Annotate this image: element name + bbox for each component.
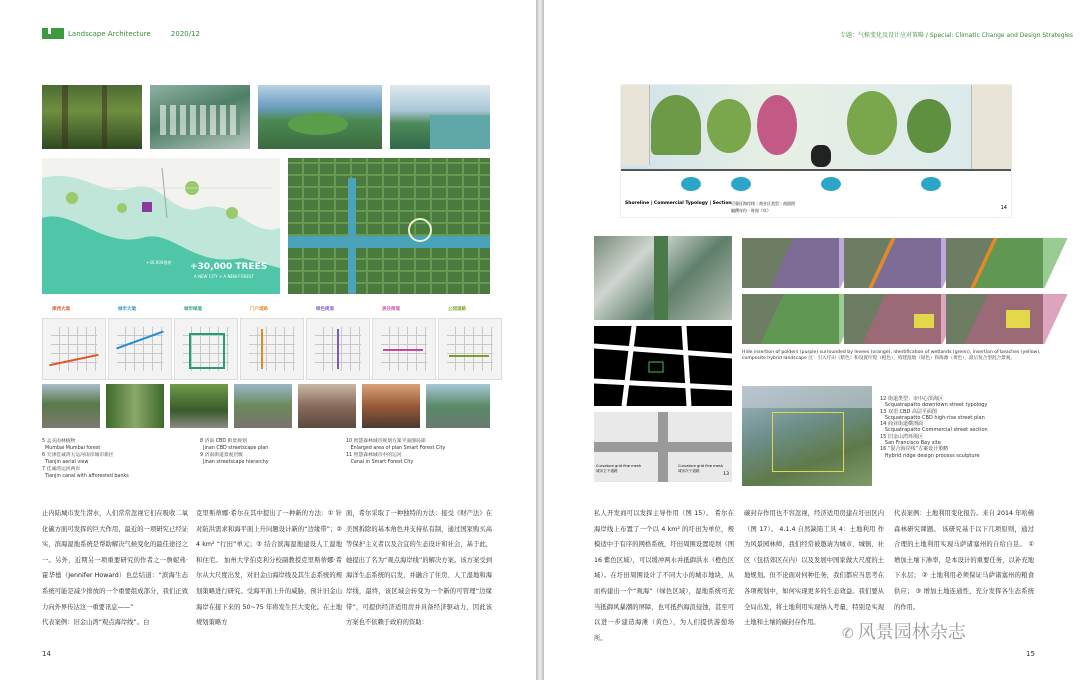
- map-label-trees: +30,000 TREES: [190, 262, 268, 272]
- street-label-2: 城市绿道: [184, 307, 202, 312]
- spine-gutter: [536, 0, 544, 680]
- captions-col3: 10 智慧森林城市规划方案平面图局部 Enlarged area of plan Smart Forest City 11 智慧森林城市中的运河 Canal in Smart Forest City: [346, 439, 446, 465]
- aerial-downtown-photo: [594, 236, 732, 320]
- street-label-5: 居住街道: [382, 307, 400, 312]
- street-diagram-5: [372, 318, 436, 380]
- captions-col1: 5 孟买雨林植物 Mumbai Mumbai forest 6 天津佳诚湾大运河南岸城市新区 Tianjin aerial view 7 佳诚湾运河两岸 Tianjin canal with afforested banks: [42, 439, 129, 479]
- page-number-left: 14: [42, 650, 51, 658]
- section-date-label: 编撰年份 · 时间（年）: [731, 208, 771, 213]
- body-col1: 止内陆城市发生涝水，人们常常忽视它们在吸收二氧化碳方面可发挥的巨大作用，最近的一项研究已经证实，滨海湿地系统是帮助解决气候变化的最佳途径之一。另外，近期另一项重要研究的作者之一詹妮弗·霍华德（Jennifer Howard）也总结道：“滨海生态系统可能是减少排放的一个重要组成部分，我们正致力向外界传达这一重要讯息——” 代表案例：旧金山湾“观点海岸线”。白: [42, 510, 188, 627]
- street-label-b: Curvature grid fine mesh 城市次干道路: [678, 464, 723, 473]
- street-diagram-0: [42, 318, 106, 380]
- map-sequence-caption: Hide insertion of polders (purple) surrounded by levees (orange), identification of wetlands (green), insertion of beaches (yellow), composite hybrid landscape 注：引入圩田（紫色）和设置圩堤（橙色），构建湿地（绿色）和海滩（黄色），最后复合型混合景观。: [742, 350, 1041, 362]
- map-label-sub: A NEW CITY + A NEW FOREST: [194, 274, 254, 279]
- right-body-col3: 代表案例：土地利用变化报告。来自 2014 年哈佛森林研究课题。 该研究基于以下几项原则，通过合理的土地利用实现马萨诸塞州的自给自足。 ① 增加土壤下渗率，是本设计的重要任务，以补充地下水层； ② 土地利用必须保证马萨诸塞州的粮食供应； ③ 增加土地连通性，充分发挥各生态系统的作用。: [894, 510, 1034, 611]
- right-page: [544, 0, 1080, 680]
- map-thumb-1: [742, 238, 839, 288]
- right-body-col2: 碳封存作用也不容忽视，经济适用房建在圩田区内（图 17）。 4.1.4 自然缺陷工具 4：土地利用 作为风景园林师，我们经常被邀请为城市、城镇、社区（包括郊区在内）以及发展中国家做大尺度的土地规划。但不论面对何种任务，我们都应当思考在各项规划中，如何实现更多的生态效益。我们要从全局出发，将土地利用实现纳入考量，特别是实现土地和土壤的碳封存作用。: [744, 510, 884, 627]
- section-drawing: [620, 84, 1012, 218]
- street-intersection-plan: [594, 412, 732, 482]
- map-thumb-3: [946, 238, 1043, 288]
- street-label-a: Curvature grid fine mesh 城市主干道路: [596, 464, 641, 473]
- header-magazine-name: Landscape Architecture: [68, 30, 151, 38]
- magazine-logo: [42, 28, 64, 39]
- figure-ground-plan: [594, 326, 732, 406]
- figure-ground-graphic: [594, 326, 732, 406]
- smart-forest-city-plan: [288, 158, 490, 294]
- sf-bay-aerial: [742, 386, 872, 486]
- figure-legend: 12 街道类型：市中心滨海区 Scquatrapatto downtown street typology 13 双语 CBD 高层平面图 Scquatrapatto CBD high-rise street plan 14 商业街道横剖面 Scquatrapatto Commercial street section 15 旧金山湾环境区 San Francisco Bay site 16 “混合海岸线”方案设计策略 Hybrid ridge design process sculpture: [880, 396, 988, 459]
- street-photo-1: [106, 384, 164, 428]
- right-header: 专题：气候变化及设计应对策略 / Special: Climatic Change and Design Strategies: [840, 32, 1073, 39]
- map-thumb-2: [844, 238, 941, 288]
- section-title: Shoreline | Commercial Typology | Section: [625, 201, 732, 206]
- wechat-icon: ✆: [842, 626, 854, 642]
- street-label-1: 城市大道: [118, 307, 136, 312]
- watermark: ✆ 风景园林杂志: [842, 622, 966, 643]
- street-label-0: 津西大道: [52, 307, 70, 312]
- map-label-count: +30,000植树: [146, 260, 172, 265]
- right-body-col1: 私人开发商可以发挥主导作用（图 15）。 希尔在海岸线上布置了一个以 4 km² 的圩田为单位，规模适中于有序的网格系统，圩田周围设置堤坝（图 16 紫色区域），可以缓冲两水并抵御洪水（橙色区域）。在圩田周围设计了不同大小的城市地块，从而构建出一个“观海”（绿色区域），湿地系统可充当抵御风暴潮的屏障，也可抵挡海浪侵蚀，甚至可以进一步建造海滩（黄色），为人们提供游憩场所。: [594, 510, 734, 642]
- photo-forest: [42, 85, 142, 149]
- fig-number-13: 13: [723, 472, 729, 477]
- street-photo-3: [234, 384, 292, 428]
- street-diagram-3: [240, 318, 304, 380]
- street-label-4: 绿色街道: [316, 307, 334, 312]
- map-thumb-5: [844, 294, 941, 344]
- street-label-6: 公园道路: [448, 307, 466, 312]
- street-diagram-6: [438, 318, 502, 380]
- map-thumb-6: [946, 294, 1043, 344]
- body-col2: 克里斯蒂娜·希尔在其中提出了一种新的方法：① 针对防洪需求和海平面上升问题设计新的“边缘带”；② 4 km² “行田”单元；③ 结合滨海湿地建设人工湿地和住宅。 加州大学伯克利分校副教授克里斯蒂娜·希尔从大尺度出发，对旧金山海岸线及其生态系统的规划策略进行研究。受海平面上升的威胁，预计旧金山海岸在接下来的 50~75 年将发生巨大变化。在土地规划策略方: [196, 510, 342, 627]
- left-page: [0, 0, 536, 680]
- fig-number-14: 14: [1000, 205, 1007, 211]
- photo-canal: [390, 85, 490, 149]
- street-photo-5: [362, 384, 420, 428]
- left-header: [68, 30, 200, 38]
- map-thumb-4: [742, 294, 839, 344]
- tree-map: [42, 158, 280, 294]
- street-photo-4: [298, 384, 356, 428]
- street-diagram-4: [306, 318, 370, 380]
- section-cn: 可靠区海岸线｜商业区类型｜剖面图: [731, 201, 795, 206]
- header-issue: 2020/12: [170, 30, 201, 38]
- street-photo-6: [426, 384, 490, 428]
- street-photo-0: [42, 384, 100, 428]
- page-number-right: 15: [1026, 650, 1035, 658]
- body-col3: 面，希尔采取了一种独特的方法：接受《财产法》在美国拆除的基本角色并支持私有制，通过国家购买高等保护主义者以及合宜的生态设计和社会，基于此，她提出了名为“观点海岸线”的解决方案。该方案受到海洋生态系统的启发，并融合了住房、人工湿地和海岸线，最终，该区域会转变为一个新的可管理“边缘带”，可提供经济适用房并具备经济驱动力，因此该方案也不依赖于政府的资助：: [346, 510, 492, 627]
- street-photo-2: [170, 384, 228, 428]
- captions-col2: 8 济南 CBD 街景规划 Jinan CBD streetscape plan 9 济南街道景观层级 Jinan streetscape hierarchy: [200, 439, 269, 465]
- street-label-3: 门户道路: [250, 307, 268, 312]
- street-diagram-2: [174, 318, 238, 380]
- photo-island-aerial: [258, 85, 382, 149]
- photo-aerial-city: [150, 85, 250, 149]
- street-diagram-1: [108, 318, 172, 380]
